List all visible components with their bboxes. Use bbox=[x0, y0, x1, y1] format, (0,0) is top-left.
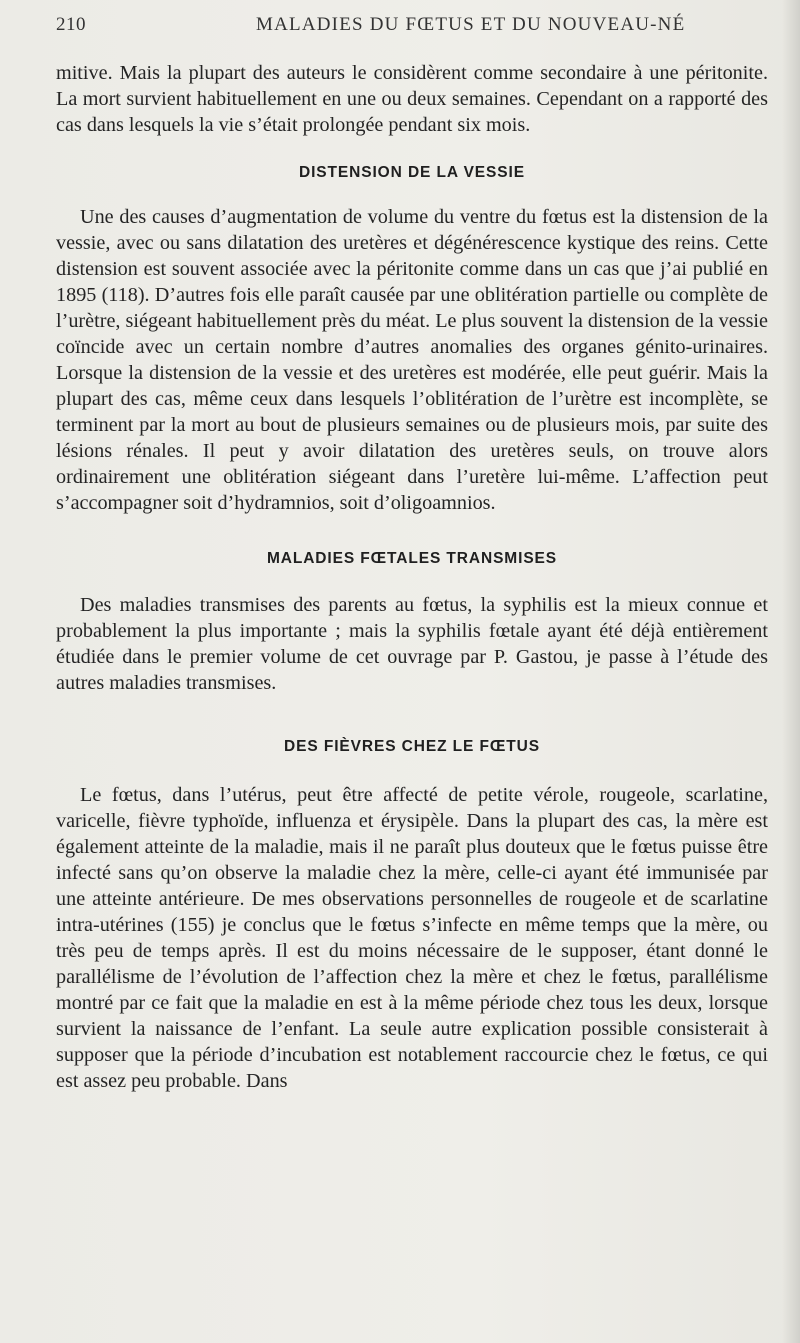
section-heading-distension-vessie: DISTENSION DE LA VESSIE bbox=[299, 164, 525, 181]
running-title: MALADIES DU FŒTUS ET DU NOUVEAU-NÉ bbox=[256, 14, 686, 35]
page-content bbox=[56, 60, 768, 1094]
section-heading-fievres-foetus: DES FIÈVRES CHEZ LE FŒTUS bbox=[284, 738, 540, 755]
page-header bbox=[56, 14, 758, 42]
page-number: 210 bbox=[56, 14, 86, 35]
section-paragraph-fievres-foetus: Le fœtus, dans l’utérus, peut être affecté de petite vérole, rougeole, scarlatine, varicelle, fièvre typhoïde, influenza et érysipèle. Dans la plupart des cas, la mère est également atteinte de la maladie, mais il ne paraît plus douteux que le fœtus puisse être infecté sans qu’on observe la maladie chez la mère, celle-ci ayant été immunisée par une atteinte antérieure. De mes observations personnelles de rougeole et de scarlatine intra-utérines (155) je conclus que le fœtus s’infecte en même temps que la mère, ou très peu de temps après. Il est du moins nécessaire de le supposer, étant donné le parallélisme de l’évolution de l’affection chez la mère et chez le fœtus, parallélisme montré par ce fait que la maladie en est à la même période chez tous les deux, lorsque survient la naissance de l’enfant. La seule autre explication possible consisterait à supposer que la période d’incubation est notablement raccourcie chez le fœtus, ce qui est assez peu probable. Dans bbox=[56, 784, 768, 1092]
section-paragraph-maladies-transmises: Des maladies transmises des parents au fœtus, la syphilis est la mieux connue et probablement la plus importante ; mais la syphilis fœtale ayant été déjà entièrement étudiée dans le premier volume de cet ouvrage par P. Gastou, je passe à l’étude des autres maladies transmises. bbox=[56, 594, 768, 694]
intro-paragraph: mitive. Mais la plupart des auteurs le considèrent comme secondaire à une péritonite. La mort survient habituellement en une ou deux semaines. Cependant on a rapporté des cas dans lesquels la vie s’était prolongée pendant six mois. bbox=[56, 62, 768, 136]
section-heading-maladies-transmises: MALADIES FŒTALES TRANSMISES bbox=[266, 550, 558, 567]
section-paragraph-distension-vessie: Une des causes d’augmentation de volume du ventre du fœtus est la distension de la vessie, avec ou sans dilatation des uretères et dégénérescence kystique des reins. Cette distension est souvent associée avec la péritonite comme dans un cas que j’ai publié en 1895 (118). D’autres fois elle paraît causée par une oblitération partielle ou complète de l’urètre, siégeant habituellement près du méat. Le plus souvent la distension de la vessie coïncide avec un certain nombre d’autres anomalies des organes génito-urinaires. Lorsque la distension de la vessie et des uretères est modérée, elle peut guérir. Mais la plupart des cas, même ceux dans lesquels l’oblitération de l’urètre est incomplète, se terminent par la mort au bout de plusieurs semaines ou de plusieurs mois, par suite des lésions rénales. Il peut y avoir dilatation des uretères seuls, on trouve alors ordinairement une oblitération siégeant dans l’uretère lui-même. L’affection peut s’accompagner soit d’hydramnios, soit d’oligoamnios. bbox=[56, 206, 768, 514]
page-edge-shadow bbox=[782, 0, 800, 1343]
